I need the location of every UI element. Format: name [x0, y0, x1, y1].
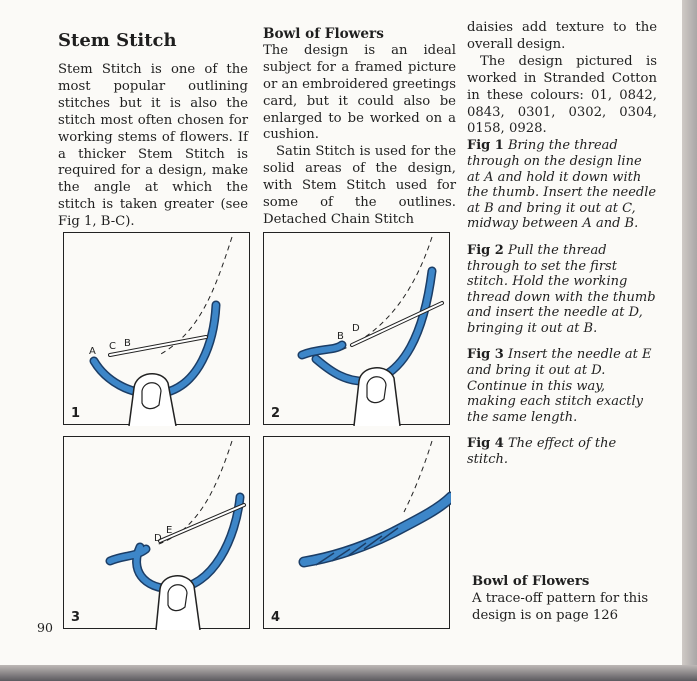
- book-binding-edge: [682, 0, 697, 681]
- colours-paragraph: The design pictured is worked in Stranded Cotton in these colours: 01, 0842, 0843, 0301, 0302, 0304, 0158, 0928.: [467, 53, 657, 137]
- caption-label: Fig 1: [467, 138, 504, 154]
- figure-2: [263, 232, 450, 425]
- caption-text: Insert the needle at E and bring it out at D. Continue in this way, making each stitch exactly the same length.: [467, 347, 652, 425]
- point-label: A: [89, 346, 96, 357]
- fig-4-caption: [467, 436, 657, 467]
- fig-3-illustration: [64, 437, 251, 630]
- figure-number: 2: [271, 406, 281, 421]
- bowl-of-flowers-column: [263, 26, 456, 229]
- point-label: B: [337, 331, 344, 342]
- design-line: [404, 441, 432, 512]
- needle-shine: [352, 303, 442, 345]
- caption-text: The effect of the stitch.: [467, 436, 617, 468]
- page-bottom-shadow: [0, 665, 697, 681]
- fig-2-illustration: [264, 233, 451, 426]
- page-title: Stem Stitch: [58, 30, 177, 51]
- thread-fill: [302, 271, 432, 381]
- page-number: 90: [37, 620, 53, 635]
- thumb: [129, 374, 176, 426]
- figure-number: 1: [71, 406, 81, 421]
- point-label: C: [109, 341, 116, 352]
- figure-1: [63, 232, 250, 425]
- fig-1-caption: [467, 138, 657, 232]
- point-label: E: [166, 525, 173, 536]
- design-paragraph: The design is an ideal subject for a framed picture or an embroidered greetings card, but it could also be enlarged to be worked on a cushion.: [263, 42, 456, 143]
- caption-label: Fig 3: [467, 347, 504, 363]
- trace-off-note: [472, 573, 672, 624]
- figure-4: [263, 436, 450, 629]
- figure-3: [63, 436, 250, 629]
- caption-text: Bring the thread through on the design line at A and hold it down with the thumb. Insert the needle at B and bring it out at C, midway between A and B.: [467, 138, 657, 232]
- figure-number: 4: [271, 610, 281, 625]
- caption-text: Pull the thread through to set the first stitch. Hold the working thread down with the thumb and insert the needle at D, bringing it out at B.: [467, 242, 656, 336]
- caption-label: Fig 2: [467, 242, 504, 258]
- stitches-paragraph: Satin Stitch is used for the solid areas of the design, with Stem Stitch used for some of the outlines. Detached Chain Stitch: [263, 144, 456, 227]
- fig-3-caption: [467, 347, 657, 425]
- point-label: D: [154, 533, 162, 544]
- point-label: D: [352, 323, 360, 334]
- intro-text-column: [58, 62, 248, 231]
- note-subhead: Bowl of Flowers: [472, 574, 590, 589]
- figure-number: 3: [71, 610, 81, 625]
- twisted-stem-stitch: [304, 497, 451, 565]
- thumb: [156, 576, 200, 630]
- note-text: A trace-off pattern for this design is on page 126: [472, 591, 649, 623]
- continued-paragraph: daisies add texture to the overall design.: [467, 20, 657, 52]
- intro-paragraph: Stem Stitch is one of the most popular outlining stitches but it is also the stitch most often chosen for working stems of flowers. If a thicker Stem Stitch is required for a design, make the angle at which the stitch is taken greater (see Fig 1, B-C).: [58, 62, 248, 230]
- fig-2-caption: [467, 243, 657, 337]
- colours-column: [467, 20, 657, 468]
- fig-4-illustration: [264, 437, 451, 630]
- fig-1-illustration: [64, 233, 251, 426]
- section-subhead: Bowl of Flowers: [263, 26, 384, 42]
- point-label: B: [124, 338, 131, 349]
- caption-label: Fig 4: [467, 436, 504, 452]
